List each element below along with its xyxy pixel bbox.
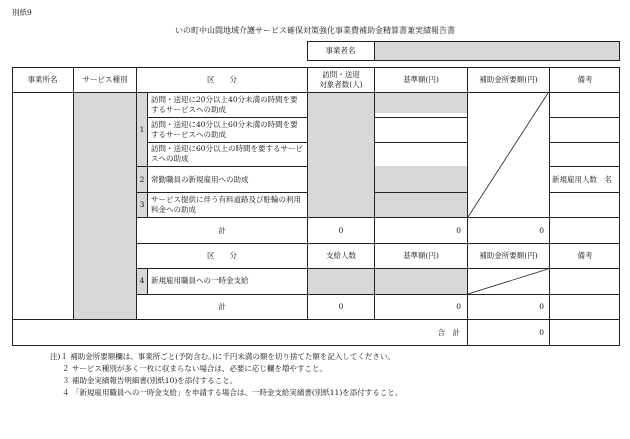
header-office-name: 事業所名 (27, 75, 58, 84)
header2-subsidy-required: 補助金所要額(円) (479, 251, 538, 260)
header-remarks: 備考 (577, 75, 593, 84)
row-text-3: サービス提供に伴う有料道路及び駐輪の利用料金への助成 (151, 195, 301, 214)
header2-category: 区 分 (207, 251, 237, 260)
row-no-2: 2 (139, 175, 145, 184)
note-1: 注)１ 補助金所要額欄は、事業所ごと(予防含む。)に千円未満の額を切り捨てた額を記入してください。 (50, 352, 395, 361)
row-text-4: 新規雇用職員への一時金支給 (151, 276, 249, 285)
note-2: ２ サービス種別が多く一枚に収まらない場合は、必要に応じ欄を増やすこと。 (62, 364, 327, 373)
subtotal1-label: 計 (218, 226, 226, 235)
total-value: 0 (539, 328, 544, 337)
row-no-3: 3 (139, 200, 145, 209)
header-subsidy-required: 補助金所要額(円) (479, 75, 538, 84)
header-standard-amount: 基準額(円) (403, 75, 439, 84)
header2-standard-amount: 基準額(円) (403, 251, 439, 260)
row-text-2: 常勤職員の新規雇用への助成 (151, 175, 249, 184)
page-title: いの町中山間地域介護サービス確保対策強化事業費補助金精算書兼実績報告書 (175, 26, 455, 35)
form-id: 別紙9 (12, 8, 32, 17)
note-4: ４ 「新規雇用職員への一時金支給」を申請する場合は、一時金支給実績書(別紙11)を添付すること。 (62, 388, 403, 397)
header2-payment-count: 支給人数 (326, 251, 356, 260)
header-category: 区 分 (207, 75, 237, 84)
subtotal2-subsidy: 0 (539, 302, 544, 311)
row-text-1c: 訪問・送迎に60分以上の時間を要するサービスへの助成 (151, 144, 304, 163)
header2-remarks: 備考 (577, 251, 593, 260)
subtotal2-standard: 0 (456, 302, 461, 311)
row-no-4: 4 (139, 276, 145, 285)
note-3: ３ 補助金実績報告明細書(別紙10)を添付すること。 (62, 376, 238, 385)
subtotal1-standard: 0 (456, 226, 461, 235)
row-text-1a: 訪問・送迎に20分以上40分未満の時間を要するサービスへの助成 (151, 95, 298, 114)
subtotal2-count: 0 (338, 302, 344, 311)
subtotal1-subsidy: 0 (539, 226, 544, 235)
remarks-new-hire: 新規雇用人数 名 (552, 175, 612, 184)
total-label: 合 計 (437, 328, 460, 337)
subtotal1-count: 0 (338, 226, 344, 235)
row-no-1: 1 (139, 125, 145, 134)
header-visit-count: 訪問・送迎 対象者数(人) (319, 70, 363, 89)
subtotal2-label: 計 (218, 302, 226, 311)
row-text-1b: 訪問・送迎に40分以上60分未満の時間を要するサービスへの助成 (151, 120, 298, 139)
header-service-type: サービス種別 (82, 75, 128, 84)
business-name-label: 事業者名 (325, 46, 356, 55)
